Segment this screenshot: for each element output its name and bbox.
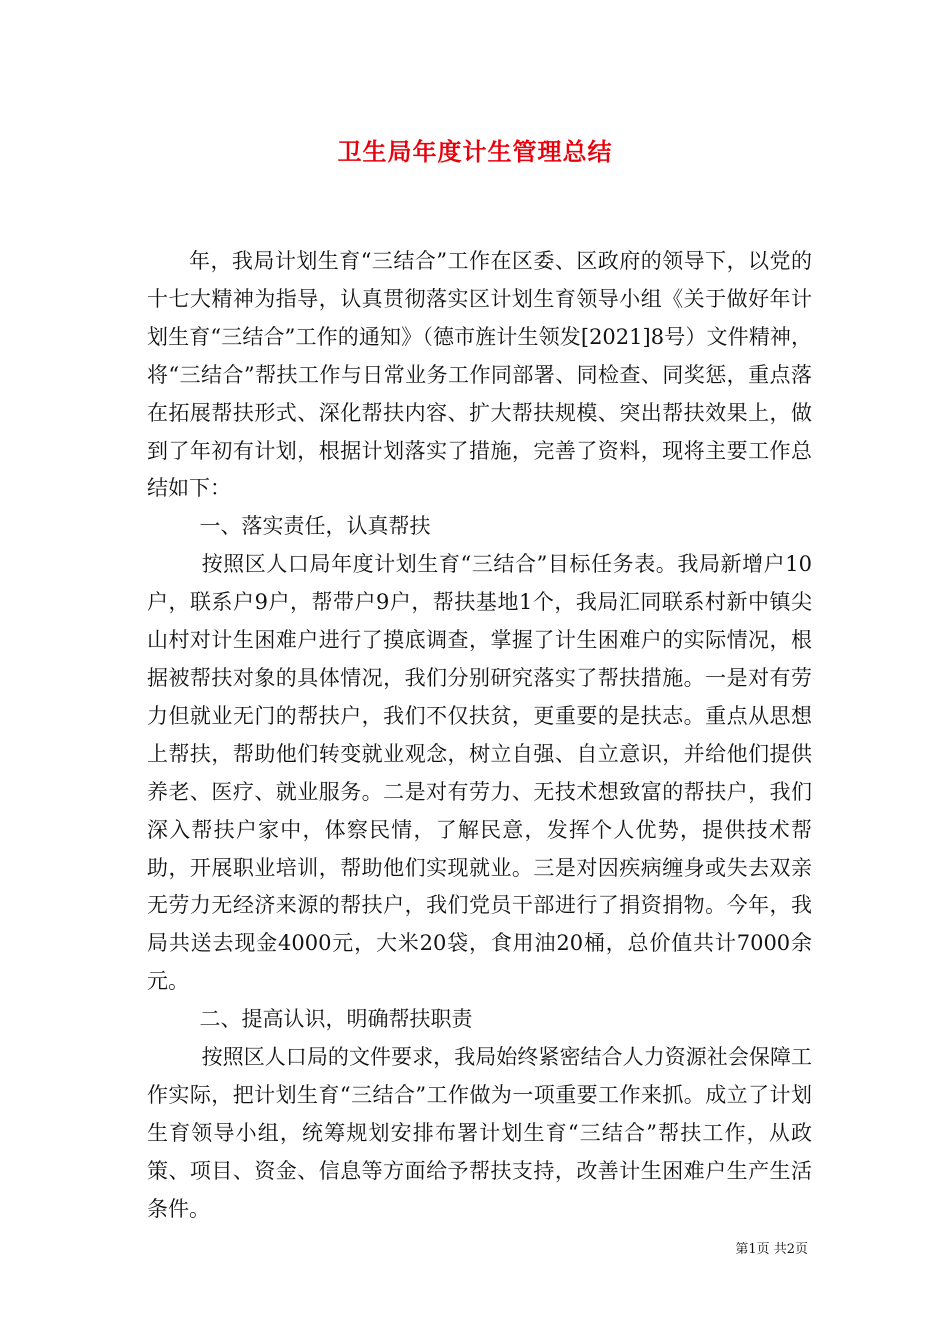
- document-body: [147, 243, 812, 1229]
- document-title: 卫生局年度计生管理总结: [337, 137, 613, 166]
- section-heading-1: 一、落实责任，认真帮扶: [199, 514, 431, 539]
- section-paragraph-1: 按照区人口局年度计划生育“三结合”目标任务表。我局新增户10户，联系户9户，帮带户9户，帮扶基地1个，我局汇同联系村新中镇尖山村对计生困难户进行了摸底调查，掌握了计生困难户的实际情况，根据被帮扶对象的具体情况，我们分别研究落实了帮扶措施。一是对有劳力但就业无门的帮扶户，我们不仅扶贫，更重要的是扶志。重点从思想上帮扶，帮助他们转变就业观念，树立自强、自立意识，并给他们提供养老、医疗、就业服务。二是对有劳力、无技术想致富的帮扶户，我们深入帮扶户家中，体察民情，了解民意，发挥个人优势，提供技术帮助，开展职业培训，帮助他们实现就业。三是对因疾病缠身或失去双亲无劳力无经济来源的帮扶户，我们党员干部进行了捐资捐物。今年，我局共送去现金4000元，大米20袋，食用油20桶，总价值共计7000余元。: [147, 552, 812, 994]
- section-heading-2: 二、提高认识，明确帮扶职责: [199, 1007, 473, 1032]
- section-paragraph-2: 按照区人口局的文件要求，我局始终紧密结合人力资源社会保障工作实际，把计划生育“三结合”工作做为一项重要工作来抓。成立了计划生育领导小组，统筹规划安排布署计划生育“三结合”帮扶工作，从政策、项目、资金、信息等方面给予帮扶支持，改善计生困难户生产生活条件。: [147, 1045, 812, 1221]
- page-number-footer: 第1页 共2页: [735, 1242, 808, 1257]
- intro-paragraph: 年，我局计划生育“三结合”工作在区委、区政府的领导下，以党的十七大精神为指导，认真贯彻落实区计划生育领导小组《关于做好年计划生育“三结合”工作的通知》（德市旌计生领发[2021]8号）文件精神，将“三结合”帮扶工作与日常业务工作同部署、同检查、同奖惩，重点落在拓展帮扶形式、深化帮扶内容、扩大帮扶规模、突出帮扶效果上，做到了年初有计划，根据计划落实了措施，完善了资料，现将主要工作总结如下：: [147, 249, 812, 501]
